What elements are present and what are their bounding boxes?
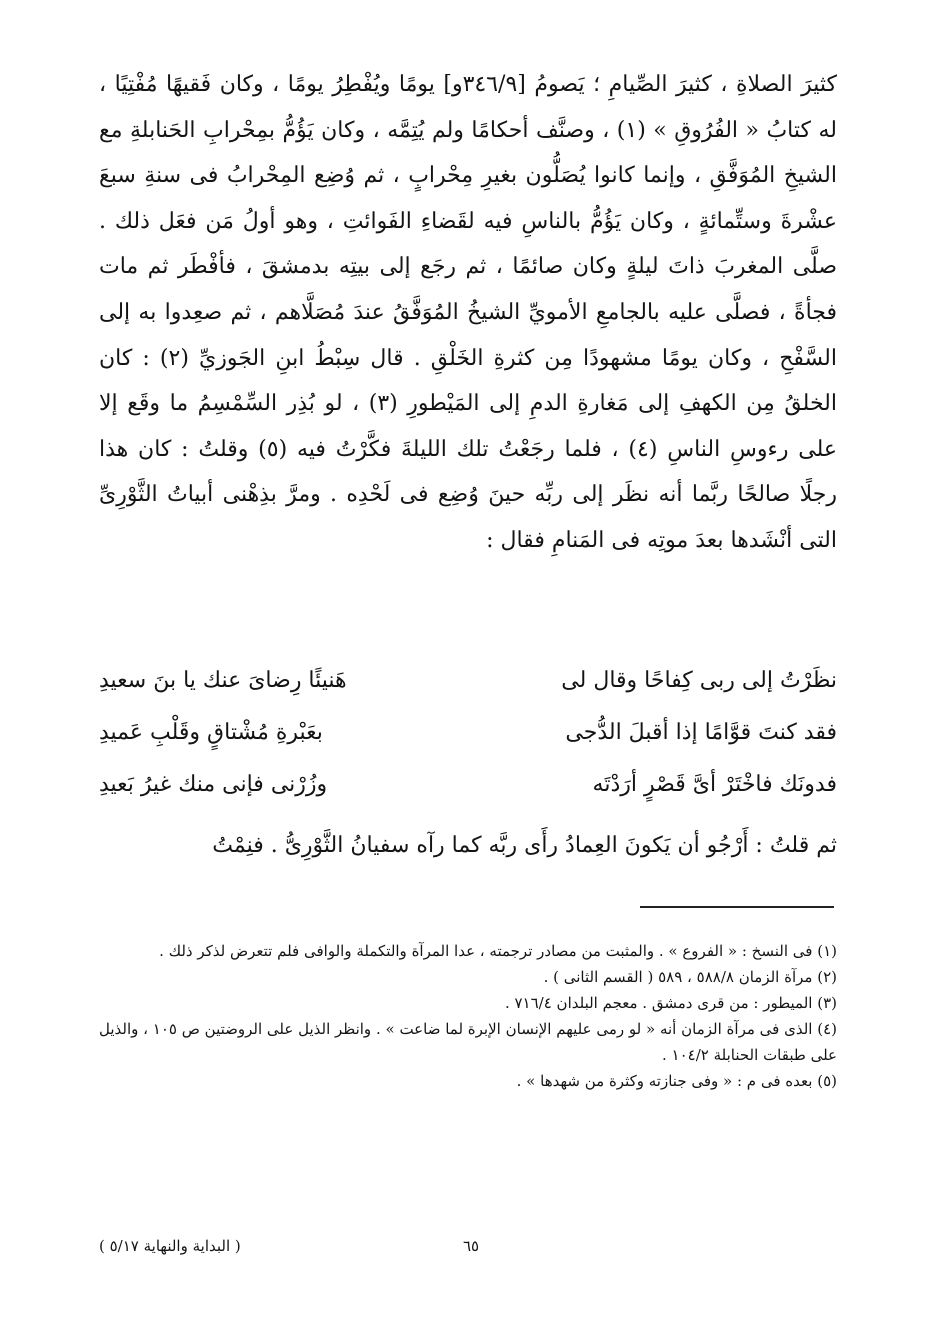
main-text-block	[99, 62, 837, 564]
source-reference: ( البداية والنهاية ٥/١٧ )	[99, 1237, 241, 1255]
verse-first-hemistich: فقد كنتَ قوَّامًا إذا أقبلَ الدُّجى	[565, 720, 837, 745]
poem-verses	[99, 655, 837, 811]
verse-line	[99, 759, 837, 811]
after-verses-text: ثم قلتُ : أَرْجُو أن يَكونَ العِمادُ رأَى ربَّه كما رآه سفيانُ الثَّوْرِىُّ . فنِمْتُ	[212, 833, 837, 858]
verse-first-hemistich: نظَرْتُ إلى ربى كِفاحًا وقال لى	[561, 668, 837, 693]
verse-line	[99, 707, 837, 759]
verse-second-hemistich: وزُرْنى فإنى منك غيرُ بَعيدِ	[99, 772, 328, 797]
verse-second-hemistich: هَنيئًا رِضاىَ عنك يا بنَ سعيدِ	[99, 668, 347, 693]
footnote: (٢) مرآة الزمان ٥٨٨/٨ ، ٥٨٩ ( القسم الثانى ) .	[543, 968, 837, 986]
verse-line	[99, 655, 837, 707]
footnote: (٥) بعده فى م : « وفى جنازته وكثرة من شهدها » .	[516, 1072, 837, 1090]
footnote-separator	[640, 906, 834, 908]
footnote: (٣) الميطور : من قرى دمشق . معجم البلدان ٧١٦/٤ .	[504, 994, 837, 1012]
footnote: (١) فى النسخ : « الفروع » . والمثبت من مصادر ترجمته ، عدا المرآة والتكملة والوافى فلم تتعرض لذكر ذلك .	[159, 942, 837, 960]
verse-first-hemistich: فدونَك فاخْتَرْ أىَّ قَصْرٍ أرَدْتَه	[592, 772, 837, 797]
footnotes	[99, 938, 837, 1094]
main-paragraph: كثيرَ الصلاةِ ، كثيرَ الصِّيامِ ؛ يَصومُ [٣٤٦/٩و] يومًا ويُفْطِرُ يومًا ، وكان فَقيهًا مُفْتِيًا ، له كتابُ « الفُرُوقِ » (١) ، وصنَّف أحكامًا ولم يُتِمَّه ، وكان يَؤُمُّ بمِحْرابِ الحَنابلةِ مع الشيخِ المُوَفَّقِ ، وإنما كانوا يُصَلُّون بغيرِ مِحْرابٍ ، ثم وُضِع المِحْرابُ فى سنةِ سبعَ عشْرةَ وستِّمائةٍ ، وكان يَؤُمُّ بالناسِ فيه لقَضاءِ الفَوائتِ ، وهو أولُ مَن فعَل ذلك . صلَّى المغربَ ذاتَ ليلةٍ وكان صائمًا ، ثم رجَع إلى بيتِه بدمشقَ ، فأفْطَر ثم مات فجأةً ، فصلَّى عليه بالجامعِ الأمويِّ الشيخُ المُوَفَّقُ عندَ مُصَلَّاهم ، ثم صعِدوا به إلى السَّفْحِ ، وكان يومًا مشهودًا مِن كثرةِ الخَلْقِ . قال سِبْطُ ابنِ الجَوزيِّ (٢) : كان الخلقُ مِن الكهفِ إلى مَغارةِ الدمِ إلى المَيْطورِ (٣) ، لو بُذِر السِّمْسِمُ ما وقَع إلا على رءوسِ الناسِ (٤) ، فلما رجَعْتُ تلك الليلةَ فكَّرْتُ فيه (٥) وقلتُ : كان هذا رجلًا صالحًا ربَّما أنه نظَر إلى ربِّه حينَ وُضِع فى لَحْدِه . ومرَّ بذِهْنى أبياتُ الثَّوْرِىِّ التى أنْشَدها بعدَ موتِه فى المَنامِ فقال :	[99, 72, 838, 553]
verse-second-hemistich: بعَبْرةِ مُشْتاقٍ وقَلْبِ عَميدِ	[99, 720, 323, 745]
page-number: ٦٥	[462, 1237, 480, 1255]
footnote: (٤) الذى فى مرآة الزمان أنه « لو رمى عليهم الإنسان الإبرة لما ضاعت » . وانظر الذيل على الروضتين ص ١٠٥ ، والذيل على طبقات الحنابلة ١٠٤/٢ .	[99, 1020, 837, 1064]
